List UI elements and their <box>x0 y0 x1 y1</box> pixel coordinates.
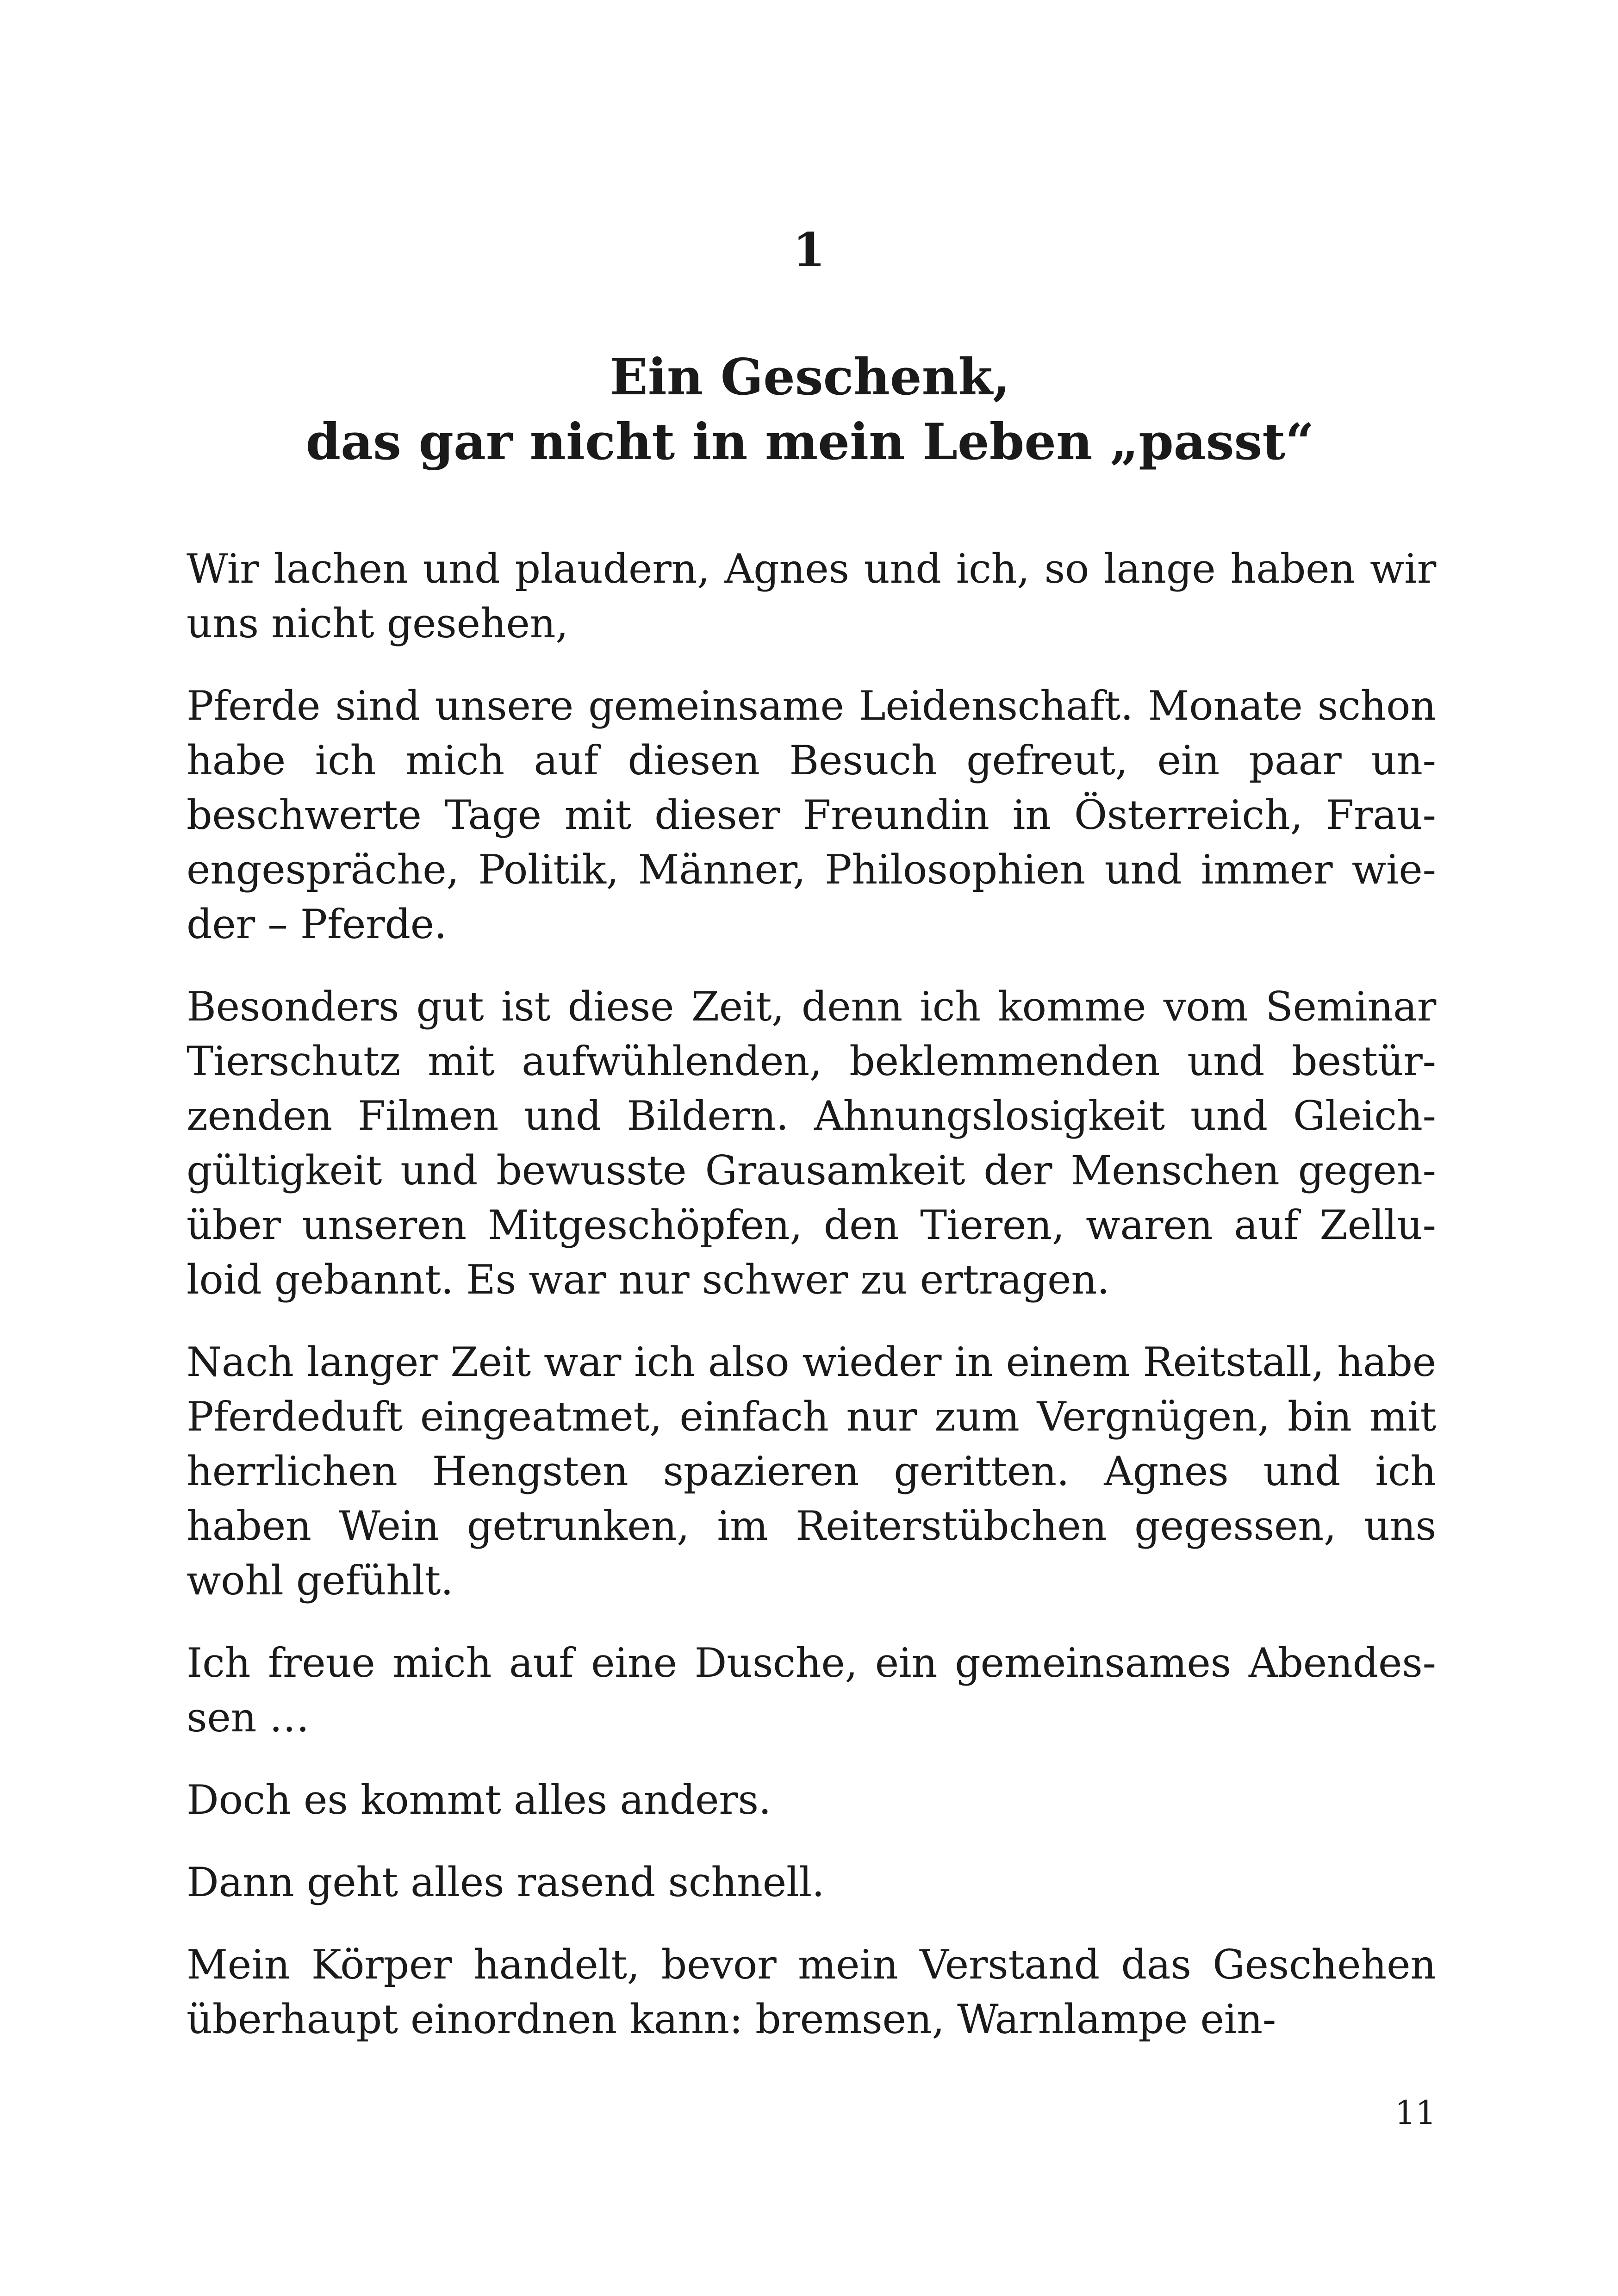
chapter-title <box>185 345 1435 475</box>
chapter-number: 1 <box>793 223 825 277</box>
paragraph-8: Mein Körper handelt, bevor mein Verstand das Geschehen überhaupt einordnen kann: bremsen, Warnlampe ein- <box>187 1941 1436 2043</box>
paragraph-4: Nach langer Zeit war ich also wieder in einem Reitstall, habe Pferdeduft eingeatmet, einfach nur zum Vergnügen, bin mit herrlichen Hengsten spazieren geritten. Agnes und ich haben Wein getrunken, im Reiterstübchen gegessen, uns wohl gefühlt. <box>187 1338 1436 1604</box>
paragraph-2: Pferde sind unsere gemeinsame Leidenschaft. Monate schon habe ich mich auf diesen Besuch gefreut, ein paar unbeschwerte Tage mit dieser Freundin in Österreich, Frauengespräche, Politik, Männer, Philosophien und immer wieder – Pferde. <box>187 682 1436 948</box>
chapter-title-line-1: Ein Geschenk, <box>610 348 1010 406</box>
paragraph-1: Wir lachen und plaudern, Agnes und ich, so lange haben wir uns nicht gesehen, <box>187 545 1436 647</box>
paragraph-5: Ich freue mich auf eine Dusche, ein gemeinsames Abendessen … <box>187 1639 1436 1741</box>
paragraph-3: Besonders gut ist diese Zeit, denn ich komme vom Seminar Tierschutz mit aufwühlenden, beklemmenden und bestürzenden Filmen und Bildern. Ahnungslosigkeit und Gleichgültigkeit und bewusste Grausamkeit der Menschen gegenüber unseren Mitgeschöpfen, den Tieren, waren auf Zelluloid gebannt. Es war nur schwer zu ertragen. <box>187 983 1436 1303</box>
paragraph-6: Doch es kommt alles anders. <box>187 1776 772 1823</box>
page-number: 11 <box>1394 2094 1436 2132</box>
paragraph-7: Dann geht alles rasend schnell. <box>187 1859 825 1906</box>
body-text <box>187 541 1436 2074</box>
chapter-title-line-2: das gar nicht in mein Leben „passt“ <box>305 413 1314 472</box>
